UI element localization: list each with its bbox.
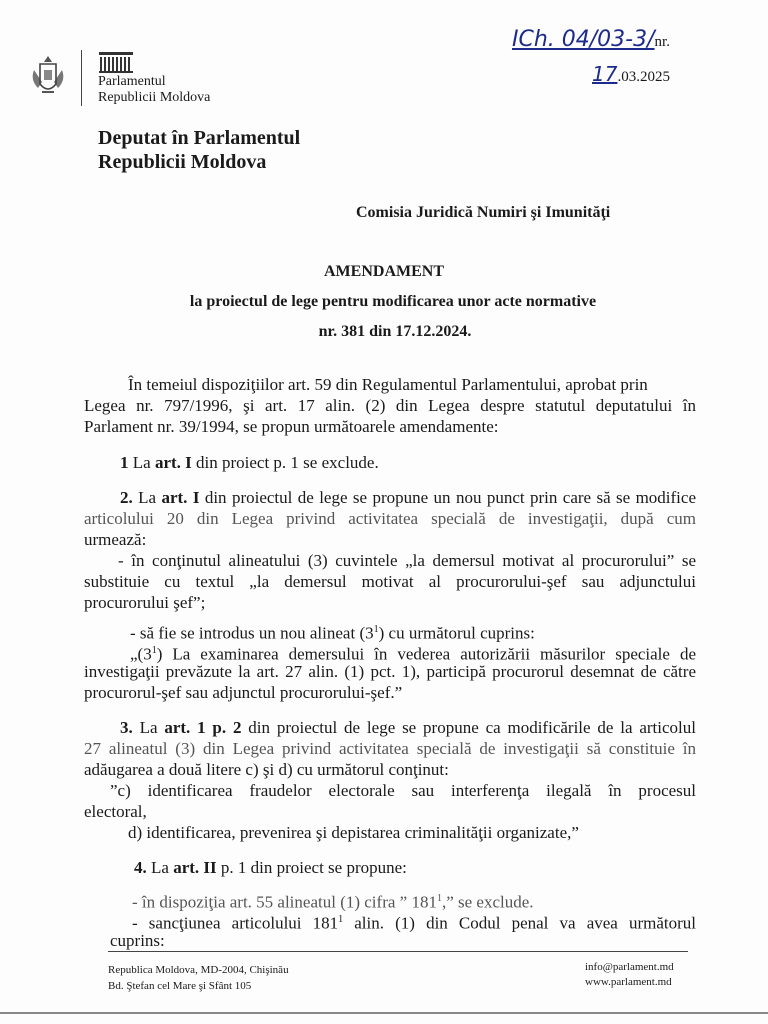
amendment-3-line-2: 27 alineatul (3) din Legea privind activitatea specială de investigaţii să constituie în (84, 739, 696, 758)
registration-number: ICh. 04/03-3/nr. (512, 27, 670, 52)
footer-address-line-1: Republica Moldova, MD-2004, Chişinău (108, 964, 289, 976)
amendment-3-line-1: 3. La art. 1 p. 2 din proiectul de lege se propune ca modificările de la articolul (120, 718, 696, 737)
intro-line-1: În temeiul dispoziţiilor art. 59 din Regulamentul Parlamentului, aprobat prin (128, 375, 648, 394)
intro-line-3: Parlament nr. 39/1994, se propun următoarele amendamente: (84, 417, 499, 436)
document-subtitle-1: la proiectul de lege pentru modificarea unor acte normative (189, 293, 597, 310)
footer-website: www.parlament.md (585, 976, 672, 988)
author-line1: Deputat în Parlamentul (98, 127, 301, 149)
amendment-2-quote-line-2: investigaţii prevăzute la art. 27 alin. (1) pct. 1), participă procurorul desemnat de către (84, 662, 696, 681)
amendment-2-quote-line-1: $„(3^1)$ La examinarea demersului în vederea autorizării măsurilor speciale de (130, 644, 696, 664)
org-name-line1: Parlamentul (98, 74, 166, 89)
org-name-line2: Republicii Moldova (98, 90, 211, 105)
amendment-4-dash-2: - sancţiunea articolului $181^1$ alin. (1) din Codul penal va avea următorul (132, 913, 696, 933)
intro-line-2: Legea nr. 797/1996, şi art. 17 alin. (2) din Legea despre statutul deputatului în (84, 396, 696, 415)
amendment-3-line-3: adăugarea a două litere c) şi d) cu următorul conţinut: (84, 760, 449, 779)
author-line2: Republicii Moldova (98, 151, 267, 173)
amendment-2-dash-1-line-3: procurorului şef”; (84, 593, 206, 612)
amendment-2-dash-2: - să fie se introdus un nou alineat $(3^1)$ cu următorul cuprins: (130, 623, 535, 643)
amendment-4: 4. La art. II p. 1 din proiect se propune: (134, 858, 407, 877)
amendment-3-letter-c-line-1: ”c) identificarea fraudelor electorale sau interferenţa ilegală în procesul (110, 781, 696, 800)
amendment-3-letter-c-line-2: electoral, (84, 802, 147, 821)
amendment-2-line-2: articolului 20 din Legea privind activitatea specială de investigaţii, după cum (84, 509, 696, 528)
amendment-2-dash-1-line-1: - în conţinutul alineatului (3) cuvintele „la demersul motivat al procurorului” se (118, 551, 696, 570)
registration-date: 17.03.2025 (592, 62, 670, 86)
footer-address-line-2: Bd. Ştefan cel Mare şi Sfânt 105 (108, 980, 252, 992)
amendment-4-dash-1: - în dispoziţia art. 55 alineatul (1) cifra ” $181^1$,” se exclude. (132, 892, 534, 912)
header-divider (81, 50, 82, 106)
page-bottom-edge (0, 1012, 768, 1014)
amendment-3-letter-d: d) identificarea, prevenirea şi depistarea criminalităţii organizate,” (128, 823, 579, 842)
amendment-4-dash-2-line-2: cuprins: (110, 931, 165, 950)
amendment-2-line-3: urmează: (84, 530, 147, 549)
document-title: AMENDAMENT (324, 263, 444, 280)
footer-rule (108, 951, 688, 952)
document-subtitle-2: nr. 381 din 17.12.2024. (318, 323, 472, 340)
amendment-2-line-1: 2. La art. I din proiectul de lege se propune un nou punct prin care să se modifice (120, 488, 696, 507)
coat-of-arms-icon (28, 52, 68, 100)
amendment-2-dash-1-line-2: substituie cu textul „la demersul motivat al procurorului-şef sau adjunctului (84, 572, 696, 591)
amendment-1: 1 La art. I din proiect p. 1 se exclude. (120, 453, 379, 472)
addressee: Comisia Juridică Numiri şi Imunităţi (356, 204, 611, 221)
footer-email: info@parlament.md (585, 961, 674, 973)
parliament-building-icon (98, 50, 134, 74)
amendment-2-quote-line-3: procurorul-şef sau adjunctul procurorului-şef.” (84, 683, 403, 702)
